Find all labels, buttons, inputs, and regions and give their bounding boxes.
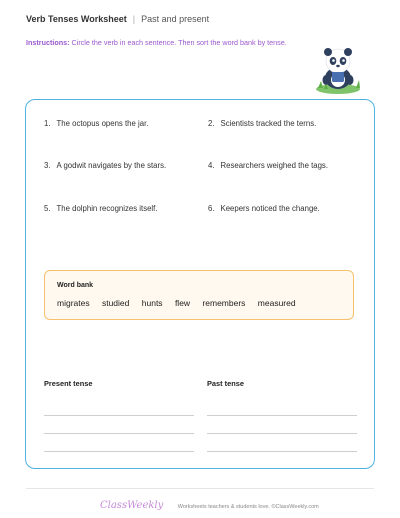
present-answer-line-3[interactable] [44, 451, 194, 452]
panda-mascot-icon [312, 44, 364, 96]
header-separator: | [132, 14, 136, 24]
word-bank [44, 270, 354, 320]
past-answer-line-2[interactable] [207, 433, 357, 434]
word-bank-title: Word bank [57, 282, 94, 289]
sentence-text[interactable]: Scientists tracked the terns. [220, 119, 317, 128]
word-bank-word[interactable]: studied [101, 298, 130, 308]
sentence-item[interactable] [44, 204, 158, 213]
past-answer-line-1[interactable] [207, 415, 357, 416]
sentence-number: 5. [44, 204, 51, 213]
footer-divider [26, 488, 374, 489]
present-answer-line-1[interactable] [44, 415, 194, 416]
word-bank-word[interactable]: hunts [141, 298, 163, 308]
instructions-text: Circle the verb in each sentence. Then sort the word bank by tense. [71, 38, 287, 47]
word-bank-word[interactable]: flew [174, 298, 191, 308]
sentence-number: 2. [208, 119, 215, 128]
footer [100, 495, 319, 513]
worksheet-subtitle: Past and present [141, 14, 210, 24]
exercise-card [25, 99, 375, 469]
past-answer-line-3[interactable] [207, 451, 357, 452]
sentence-text[interactable]: A godwit navigates by the stars. [56, 161, 167, 170]
worksheet-header [26, 14, 209, 24]
sentence-number: 4. [208, 161, 215, 170]
word-bank-word[interactable]: remembers [202, 298, 246, 308]
sentence-text[interactable]: Keepers noticed the change. [220, 204, 320, 213]
sentence-item[interactable] [208, 161, 328, 170]
present-answer-line-2[interactable] [44, 433, 194, 434]
instructions-label: Instructions: [26, 38, 70, 47]
footer-tagline: Worksheets teachers & students love. ©ClassWeekly.com [177, 504, 319, 510]
word-bank-word[interactable]: migrates [57, 298, 90, 308]
worksheet-title: Verb Tenses Worksheet [26, 14, 127, 24]
sentence-text[interactable]: The octopus opens the jar. [56, 119, 149, 128]
word-bank-words [57, 298, 306, 308]
sentence-number: 1. [44, 119, 51, 128]
sentence-number: 6. [208, 204, 215, 213]
sentence-text[interactable]: The dolphin recognizes itself. [56, 204, 158, 213]
word-bank-word[interactable]: measured [257, 298, 296, 308]
present-tense-heading: Present tense [44, 379, 93, 388]
past-tense-heading: Past tense [207, 379, 244, 388]
instructions [26, 38, 288, 49]
classweekly-logo: ClassWeekly [100, 500, 164, 511]
sentence-item[interactable] [44, 161, 166, 170]
sentence-item[interactable] [208, 204, 320, 213]
sentence-item[interactable] [208, 119, 316, 128]
sentence-item[interactable] [44, 119, 148, 128]
sentence-text[interactable]: Researchers weighed the tags. [220, 161, 329, 170]
sentence-number: 3. [44, 161, 51, 170]
